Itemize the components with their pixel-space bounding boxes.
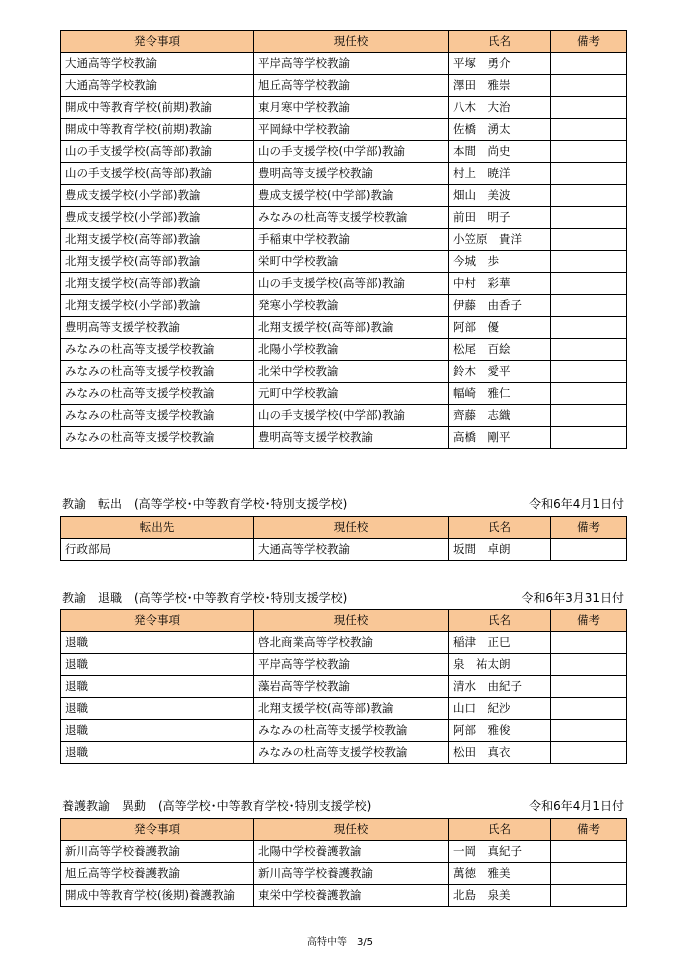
table-cell: みなみの杜高等支援学校教諭: [61, 361, 254, 383]
table-cell: 畑山 美波: [449, 185, 551, 207]
column-header: 備考: [551, 819, 627, 841]
table-cell: [551, 119, 627, 141]
table-cell: 退職: [61, 654, 254, 676]
column-header: 氏名: [449, 610, 551, 632]
table-cell: 大通高等学校教諭: [61, 75, 254, 97]
table-cell: [551, 75, 627, 97]
table-header-row: [61, 517, 627, 539]
table-cell: 伊藤 由香子: [449, 295, 551, 317]
table-cell: [551, 720, 627, 742]
table-row: [61, 273, 627, 295]
table-cell: 退職: [61, 742, 254, 764]
column-header: 氏名: [449, 819, 551, 841]
table-row: [61, 539, 627, 561]
table-cell: 北翔支援学校(高等部)教諭: [61, 273, 254, 295]
table-transfer-out: [60, 516, 627, 561]
table-cell: 退職: [61, 632, 254, 654]
column-header: 備考: [551, 31, 627, 53]
table-cell: みなみの杜高等支援学校教諭: [61, 427, 254, 449]
table-cell: 北陽中学校養護教諭: [254, 841, 449, 863]
section-title: 教諭 退職 (高等学校･中等教育学校･特別支援学校): [62, 591, 348, 605]
table-row: [61, 885, 627, 907]
table-cell: [551, 251, 627, 273]
page-footer: 高特中等 3/5: [306, 937, 374, 948]
table-cell: 開成中等教育学校(後期)養護教諭: [61, 885, 254, 907]
table-cell: 豊明高等支援学校教諭: [254, 163, 449, 185]
table-cell: 行政部局: [61, 539, 254, 561]
table-row: [61, 339, 627, 361]
table-cell: [551, 229, 627, 251]
table-row: [61, 632, 627, 654]
table-row: [61, 251, 627, 273]
table-cell: [551, 317, 627, 339]
table-header-row: [61, 31, 627, 53]
table-cell: 高橋 剛平: [449, 427, 551, 449]
table-row: [61, 742, 627, 764]
table-row: [61, 698, 627, 720]
column-header: 転出先: [61, 517, 254, 539]
section-date: 令和6年4月1日付: [529, 799, 624, 813]
table-cell: 稲津 正巳: [449, 632, 551, 654]
table-cell: 清水 由紀子: [449, 676, 551, 698]
table-transfers: [60, 30, 627, 449]
table-row: [61, 53, 627, 75]
table-cell: [551, 654, 627, 676]
table-cell: [551, 841, 627, 863]
table-row: [61, 141, 627, 163]
table-cell: 中村 彩華: [449, 273, 551, 295]
table-cell: みなみの杜高等支援学校教諭: [61, 405, 254, 427]
table-row: [61, 295, 627, 317]
table-cell: 豊明高等支援学校教諭: [254, 427, 449, 449]
table-cell: [551, 539, 627, 561]
table-cell: [551, 427, 627, 449]
column-header: 氏名: [449, 31, 551, 53]
table-cell: 栄町中学校教諭: [254, 251, 449, 273]
table-cell: 新川高等学校養護教諭: [61, 841, 254, 863]
section-title: 教諭 転出 (高等学校･中等教育学校･特別支援学校): [62, 497, 348, 511]
table-cell: [551, 676, 627, 698]
table-cell: [551, 163, 627, 185]
table-cell: みなみの杜高等支援学校教諭: [254, 207, 449, 229]
table-cell: みなみの杜高等支援学校教諭: [254, 742, 449, 764]
table-cell: 平岸高等学校教諭: [254, 53, 449, 75]
table-cell: [551, 885, 627, 907]
table-header-row: [61, 819, 627, 841]
section-heading-nurse-teacher: [62, 798, 626, 814]
table-cell: 新川高等学校養護教諭: [254, 863, 449, 885]
column-header: 現任校: [254, 819, 449, 841]
table-cell: 山の手支援学校(中学部)教諭: [254, 141, 449, 163]
table-cell: [551, 141, 627, 163]
table-row: [61, 383, 627, 405]
table-cell: 平塚 勇介: [449, 53, 551, 75]
section-heading-retirement: [62, 590, 626, 606]
table-cell: 旭丘高等学校教諭: [254, 75, 449, 97]
table-cell: 啓北商業高等学校教諭: [254, 632, 449, 654]
section-heading-transfer-out: [62, 496, 626, 512]
table-cell: 退職: [61, 720, 254, 742]
table-row: [61, 185, 627, 207]
table-cell: 豊成支援学校(小学部)教諭: [61, 185, 254, 207]
table-cell: 発寒小学校教諭: [254, 295, 449, 317]
table-cell: 山の手支援学校(高等部)教諭: [254, 273, 449, 295]
table-row: [61, 841, 627, 863]
section-title: 養護教諭 異動 (高等学校･中等教育学校･特別支援学校): [62, 799, 372, 813]
table-cell: 幅崎 雅仁: [449, 383, 551, 405]
table-cell: 北陽小学校教諭: [254, 339, 449, 361]
table-cell: [551, 97, 627, 119]
table-row: [61, 654, 627, 676]
table-cell: 北翔支援学校(高等部)教諭: [61, 251, 254, 273]
table-row: [61, 229, 627, 251]
table-cell: [551, 53, 627, 75]
table-cell: 手稲東中学校教諭: [254, 229, 449, 251]
table-cell: みなみの杜高等支援学校教諭: [254, 720, 449, 742]
section-date: 令和6年4月1日付: [529, 497, 624, 511]
table-header-row: [61, 610, 627, 632]
column-header: 備考: [551, 610, 627, 632]
table-cell: 佐橋 湧太: [449, 119, 551, 141]
table-cell: 本間 尚史: [449, 141, 551, 163]
table-cell: 豊成支援学校(小学部)教諭: [61, 207, 254, 229]
column-header: 発令事項: [61, 819, 254, 841]
column-header: 発令事項: [61, 31, 254, 53]
table-cell: 北栄中学校教諭: [254, 361, 449, 383]
table-cell: [551, 863, 627, 885]
table-cell: 澤田 雅崇: [449, 75, 551, 97]
table-cell: 前田 明子: [449, 207, 551, 229]
table-cell: [551, 361, 627, 383]
table-cell: 藻岩高等学校教諭: [254, 676, 449, 698]
table-cell: [551, 632, 627, 654]
table-row: [61, 97, 627, 119]
table-cell: 元町中学校教諭: [254, 383, 449, 405]
table-cell: 開成中等教育学校(前期)教諭: [61, 97, 254, 119]
table-row: [61, 676, 627, 698]
column-header: 現任校: [254, 517, 449, 539]
column-header: 発令事項: [61, 610, 254, 632]
table-cell: [551, 273, 627, 295]
table-cell: 山の手支援学校(中学部)教諭: [254, 405, 449, 427]
table-cell: 萬徳 雅美: [449, 863, 551, 885]
table-cell: 東栄中学校養護教諭: [254, 885, 449, 907]
table-row: [61, 75, 627, 97]
table-cell: 大通高等学校教諭: [254, 539, 449, 561]
table-cell: [551, 207, 627, 229]
table-cell: 平岡緑中学校教諭: [254, 119, 449, 141]
table-cell: 松田 真衣: [449, 742, 551, 764]
table-cell: 退職: [61, 698, 254, 720]
table-cell: 旭丘高等学校養護教諭: [61, 863, 254, 885]
table-cell: [551, 405, 627, 427]
table-cell: 阿部 優: [449, 317, 551, 339]
table-cell: 開成中等教育学校(前期)教諭: [61, 119, 254, 141]
column-header: 現任校: [254, 610, 449, 632]
table-row: [61, 207, 627, 229]
table-cell: [551, 742, 627, 764]
table-cell: 鈴木 愛平: [449, 361, 551, 383]
table-row: [61, 405, 627, 427]
table-cell: [551, 383, 627, 405]
table-cell: [551, 339, 627, 361]
table-cell: 松尾 百絵: [449, 339, 551, 361]
table-cell: みなみの杜高等支援学校教諭: [61, 339, 254, 361]
table-row: [61, 317, 627, 339]
table-cell: 山の手支援学校(高等部)教諭: [61, 141, 254, 163]
table-cell: 齊藤 志織: [449, 405, 551, 427]
table-cell: 八木 大治: [449, 97, 551, 119]
table-cell: 泉 祐太朗: [449, 654, 551, 676]
table-row: [61, 720, 627, 742]
table-cell: [551, 185, 627, 207]
table-cell: みなみの杜高等支援学校教諭: [61, 383, 254, 405]
table-row: [61, 119, 627, 141]
table-cell: 北翔支援学校(高等部)教諭: [254, 698, 449, 720]
column-header: 氏名: [449, 517, 551, 539]
table-cell: 阿部 雅俊: [449, 720, 551, 742]
table-cell: 平岸高等学校教諭: [254, 654, 449, 676]
table-row: [61, 361, 627, 383]
table-cell: 東月寒中学校教諭: [254, 97, 449, 119]
table-cell: 北島 泉美: [449, 885, 551, 907]
table-row: [61, 163, 627, 185]
table-cell: 山口 紀沙: [449, 698, 551, 720]
table-nurse-teacher: [60, 818, 627, 907]
table-cell: 山の手支援学校(高等部)教諭: [61, 163, 254, 185]
table-cell: 坂間 卓朗: [449, 539, 551, 561]
table-cell: 退職: [61, 676, 254, 698]
table-cell: [551, 295, 627, 317]
table-cell: 北翔支援学校(高等部)教諭: [254, 317, 449, 339]
table-retirement: [60, 609, 627, 764]
column-header: 備考: [551, 517, 627, 539]
table-cell: 今城 歩: [449, 251, 551, 273]
table-cell: 豊成支援学校(中学部)教諭: [254, 185, 449, 207]
table-cell: [551, 698, 627, 720]
table-cell: 一岡 真紀子: [449, 841, 551, 863]
table-row: [61, 427, 627, 449]
table-cell: 村上 暁洋: [449, 163, 551, 185]
table-cell: 小笠原 貴洋: [449, 229, 551, 251]
table-cell: 北翔支援学校(小学部)教諭: [61, 295, 254, 317]
table-row: [61, 863, 627, 885]
section-date: 令和6年3月31日付: [521, 591, 624, 605]
column-header: 現任校: [254, 31, 449, 53]
table-cell: 北翔支援学校(高等部)教諭: [61, 229, 254, 251]
table-cell: 大通高等学校教諭: [61, 53, 254, 75]
table-cell: 豊明高等支援学校教諭: [61, 317, 254, 339]
